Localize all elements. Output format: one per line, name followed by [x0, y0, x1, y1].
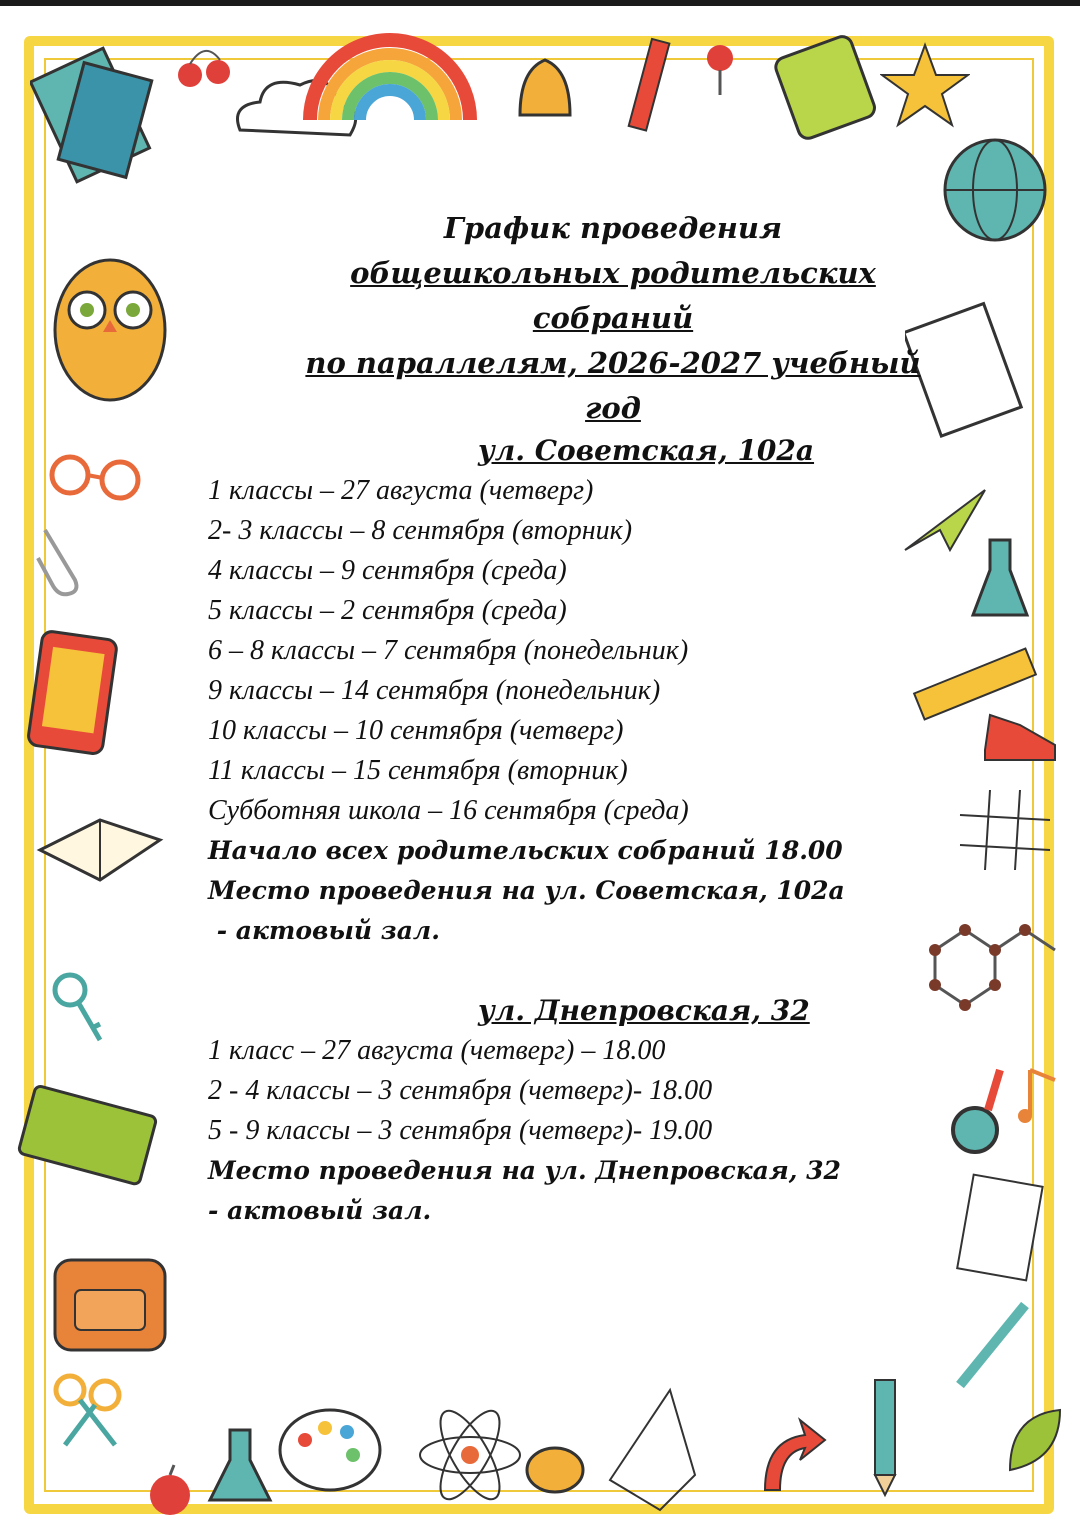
address-sovetskaya: ул. Советская, 102а: [478, 434, 815, 467]
venue-line-2: - актовый зал.: [208, 916, 440, 945]
title-line-3: по параллелям, 2026-2027 учебный год: [305, 346, 921, 425]
schedule-item: 9 классы – 14 сентября (понедельник): [208, 675, 661, 706]
schedule-item: 5 - 9 классы – 3 сентября (четверг)- 19.00: [208, 1115, 713, 1146]
paintbrush-icon: [940, 1290, 1040, 1400]
mouse-icon: [520, 1440, 590, 1500]
pencil-small-icon: [860, 1370, 910, 1500]
flask-icon: [200, 1420, 280, 1510]
rainbow-icon: [290, 20, 490, 130]
schedule-item: 10 классы – 10 сентября (четверг): [208, 715, 624, 746]
backpack-icon: [40, 1230, 180, 1360]
schedule-item: 11 классы – 15 сентября (вторник): [208, 755, 628, 786]
globe-icon: [935, 130, 1055, 260]
scissors-icon: [45, 1365, 135, 1455]
tablet-icon: [20, 625, 130, 765]
sneaker-icon: [975, 700, 1065, 770]
schedule-item: 6 – 8 классы – 7 сентября (понедельник): [208, 635, 689, 666]
section-gap: [208, 951, 928, 991]
bell-icon: [505, 40, 585, 130]
venue-line-2: - актовый зал.: [208, 1196, 432, 1225]
venue-line-1: Место проведения на ул. Советская, 102а: [208, 876, 845, 905]
open-book-icon: [30, 790, 170, 900]
book-icon: [30, 30, 170, 200]
document-body: [208, 206, 928, 1231]
beaker-icon: [965, 530, 1035, 630]
schedule-item: 4 классы – 9 сентября (среда): [208, 555, 567, 586]
owl-icon: [15, 220, 205, 410]
closed-book-icon: [15, 1075, 165, 1195]
venue-line-1: Место проведения на ул. Днепровская, 32: [208, 1156, 841, 1185]
address-dneprovskaya: ул. Днепровская, 32: [478, 994, 810, 1027]
pyramid-icon: [590, 1370, 710, 1520]
music-note-icon: [1015, 1060, 1065, 1130]
atom-icon: [410, 1400, 530, 1510]
title-line-2: общешкольных родительских собраний: [350, 256, 876, 335]
start-time-note: Начало всех родительских собраний 18.00: [208, 836, 843, 865]
apple-icon: [140, 1460, 200, 1520]
tic-tac-toe-icon: [950, 780, 1060, 880]
leaf-icon: [1000, 1400, 1070, 1480]
star-icon: [880, 40, 970, 130]
title-line-1: График проведения: [443, 211, 783, 245]
calculator-icon: [770, 30, 880, 140]
magnifier-icon: [940, 1060, 1020, 1170]
document-title: [298, 206, 928, 431]
pencil-icon: [620, 30, 680, 150]
pushpin-icon: [700, 40, 740, 100]
schedule-item: 1 класс – 27 августа (четверг) – 18.00: [208, 1035, 666, 1066]
papers-icon: [950, 1170, 1050, 1290]
schedule-item: 5 классы – 2 сентября (среда): [208, 595, 567, 626]
palette-icon: [275, 1400, 385, 1500]
molecule-icon: [915, 870, 1065, 1050]
paperclip-icon: [30, 520, 90, 600]
key-icon: [40, 920, 110, 1050]
schedule-item: 2 - 4 классы – 3 сентября (четверг)- 18.00: [208, 1075, 713, 1106]
schedule-item: 1 классы – 27 августа (четверг): [208, 475, 594, 506]
arrow-icon: [750, 1410, 830, 1500]
top-bar: [0, 0, 1080, 6]
schedule-item: Субботняя школа – 16 сентября (среда): [208, 795, 689, 826]
glasses-icon: [40, 420, 150, 510]
schedule-item: 2- 3 классы – 8 сентября (вторник): [208, 515, 633, 546]
